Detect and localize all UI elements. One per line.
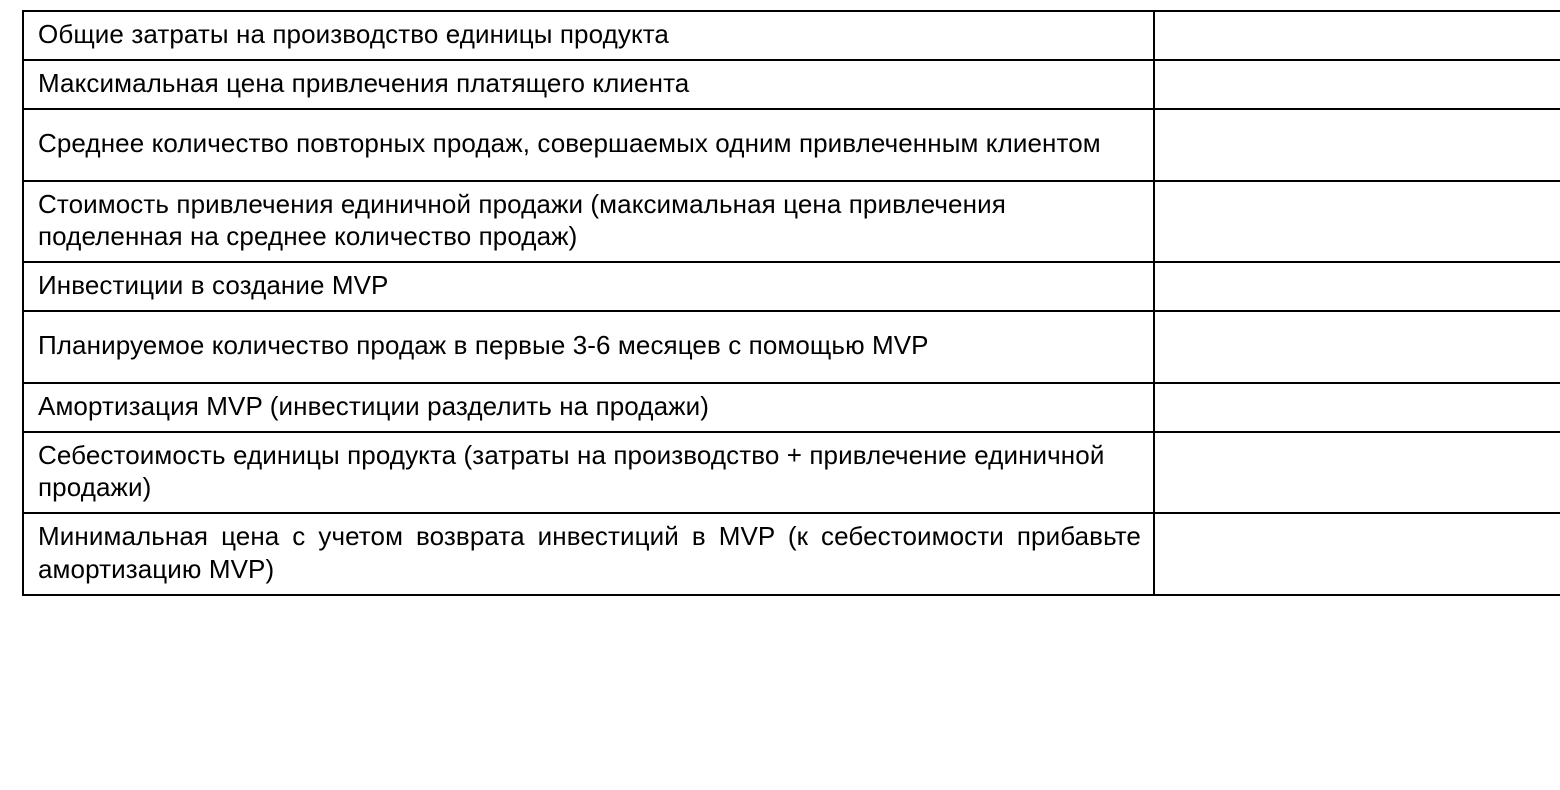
row-value-input[interactable] (1154, 311, 1560, 383)
row-label: Себестоимость единицы продукта (затраты на производство + привлечение единичной продажи) (23, 432, 1154, 514)
row-value-input[interactable] (1154, 109, 1560, 181)
table-row (23, 60, 1560, 109)
table-row (23, 311, 1560, 383)
row-value-input[interactable] (1154, 181, 1560, 263)
worksheet-table (22, 10, 1560, 596)
row-label: Минимальная цена с учетом возврата инвестиций в MVP (к себестоимости прибавьте амортизацию MVP) (23, 513, 1154, 595)
table-row (23, 181, 1560, 263)
row-value-input[interactable] (1154, 262, 1560, 311)
table-row (23, 262, 1560, 311)
row-value-input[interactable] (1154, 60, 1560, 109)
row-label: Инвестиции в создание MVP (23, 262, 1154, 311)
row-label: Стоимость привлечения единичной продажи (максимальная цена привлечения поделенная на среднее количество продаж) (23, 181, 1154, 263)
row-label: Максимальная цена привлечения платящего клиента (23, 60, 1154, 109)
row-value-input[interactable] (1154, 383, 1560, 432)
table-row (23, 11, 1560, 60)
worksheet-table-body (23, 11, 1560, 595)
table-row (23, 432, 1560, 514)
row-label: Амортизация MVP (инвестиции разделить на продажи) (23, 383, 1154, 432)
table-row (23, 383, 1560, 432)
row-label: Планируемое количество продаж в первые 3-6 месяцев с помощью MVP (23, 311, 1154, 383)
row-label: Среднее количество повторных продаж, совершаемых одним привлеченным клиентом (23, 109, 1154, 181)
row-value-input[interactable] (1154, 11, 1560, 60)
row-value-input[interactable] (1154, 432, 1560, 514)
table-row (23, 109, 1560, 181)
table-row (23, 513, 1560, 595)
row-label: Общие затраты на производство единицы продукта (23, 11, 1154, 60)
row-value-input[interactable] (1154, 513, 1560, 595)
